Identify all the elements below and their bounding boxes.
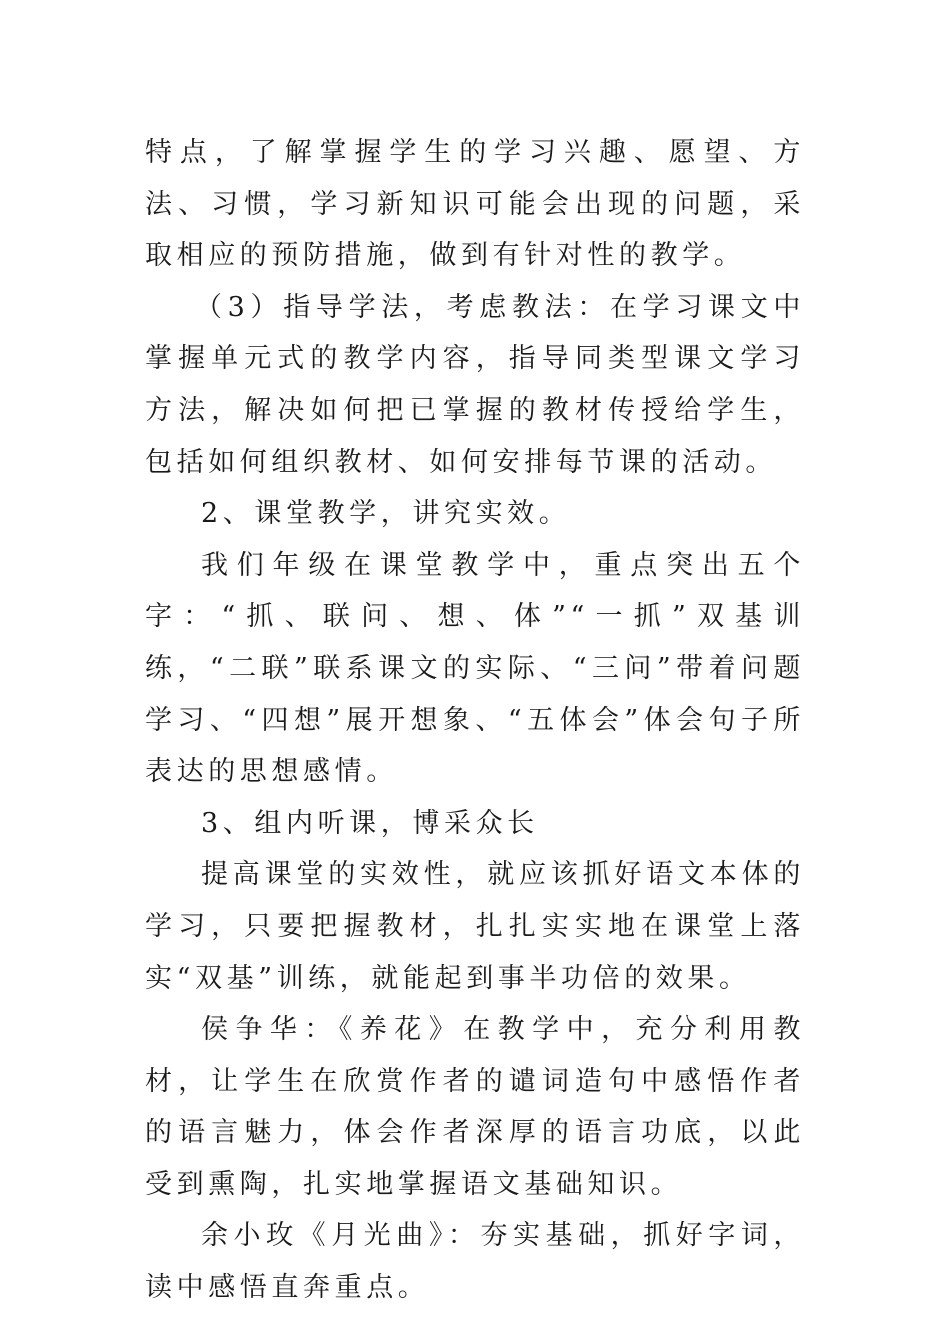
paragraph-yu-xiaomei: 余小玫《月光曲》：夯实基础，抓好字词，读中感悟直奔重点。 — [145, 1220, 805, 1304]
paragraph-continuation: 特点，了解掌握学生的学习兴趣、愿望、方法、习惯，学习新知识可能会出现的问题，采取相应的预防措施，做到有针对性的教学。 — [145, 137, 805, 272]
paragraph-heading-classroom: 2、课堂教学，讲究实效。 — [201, 498, 571, 530]
paragraph-study-method: （3）指导学法，考虑教法：在学习课文中掌握单元式的教学内容，指导同类型课文学习方法，解决如何把已掌握的教材传授给学生，包括如何组织教材、如何安排每节课的活动。 — [145, 291, 805, 478]
paragraph-five-characters: 我们年级在课堂教学中，重点突出五个字：“抓、联问、想、体”“一抓”双基训练，“二联”联系课文的实际、“三问”带着问题学习、“四想”展开想象、“五体会”体会句子所表达的思想感情。 — [145, 549, 805, 788]
paragraph-effectiveness: 提高课堂的实效性，就应该抓好语文本体的学习，只要把握教材，扎扎实实地在课堂上落实“双基”训练，就能起到事半功倍的效果。 — [145, 859, 805, 994]
paragraph-heading-observation: 3、组内听课，博采众长 — [201, 807, 539, 839]
paragraph-hou-zhenghua: 侯争华：《养花》在教学中，充分利用教材，让学生在欣赏作者的谴词造句中感悟作者的语言魅力，体会作者深厚的语言功底，以此受到熏陶，扎实地掌握语文基础知识。 — [145, 1014, 805, 1200]
document-body — [145, 127, 805, 1314]
